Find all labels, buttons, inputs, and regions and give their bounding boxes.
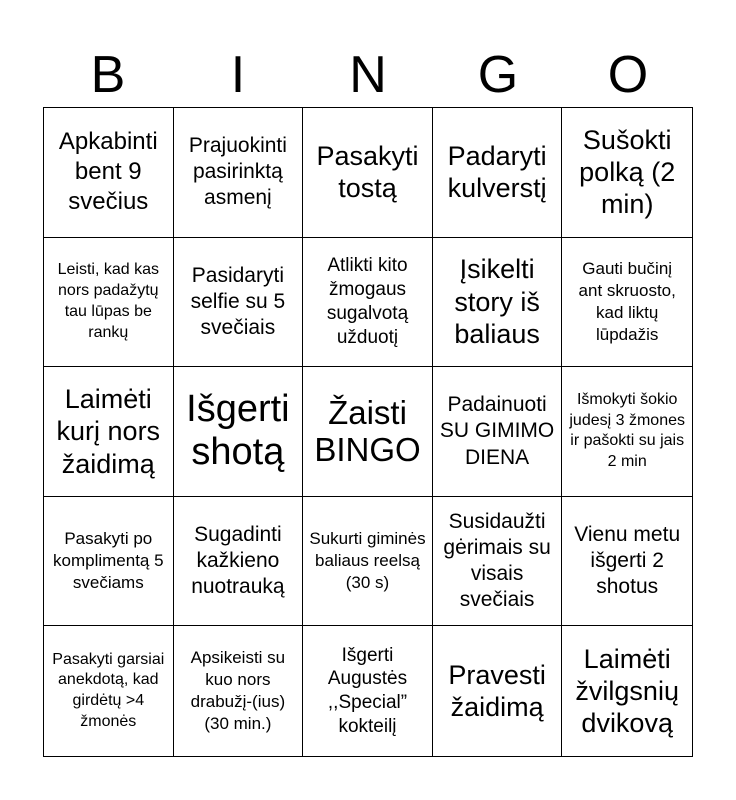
header-letter-g: G: [477, 46, 519, 104]
cell-text: Gauti bučinį ant skruosto, kad liktų lūpdažis: [578, 258, 676, 344]
bingo-cell: [44, 108, 174, 238]
cell-text: Išgerti shotą: [186, 387, 290, 474]
bingo-cell: [433, 108, 563, 238]
cell-text: Atlikti kito žmogaus sugalvotą užduotį: [326, 255, 409, 348]
bingo-cell: [562, 108, 692, 238]
bingo-cell: [174, 108, 304, 238]
bingo-cell: [174, 497, 304, 627]
cell-text: Prajuokinti pasirinktą asmenį: [188, 133, 287, 210]
bingo-cell: [433, 626, 563, 756]
bingo-cell: [303, 367, 433, 497]
cell-text: Leisti, kad kas nors padažytų tau lūpas be rankų: [57, 261, 159, 341]
cell-text: Pasakyti tostą: [316, 140, 419, 204]
bingo-cell: [44, 497, 174, 627]
cell-text: Vienu metu išgerti 2 shotus: [574, 522, 681, 599]
bingo-header: [43, 44, 693, 106]
header-letter-b: B: [90, 46, 126, 104]
bingo-cell: [303, 626, 433, 756]
bingo-cell: [303, 497, 433, 627]
bingo-cell: [562, 626, 692, 756]
bingo-cell: [44, 238, 174, 368]
cell-text: Laimėti žvilgsnių dvikovą: [575, 643, 679, 739]
cell-text: Išgerti Augustės ,,Special” kokteilį: [327, 644, 408, 737]
bingo-board: [43, 107, 693, 757]
cell-text: Laimėti kurį nors žaidimą: [56, 383, 161, 479]
cell-text: Sušokti polką (2 min): [579, 124, 676, 220]
cell-text: Pravesti žaidimą: [448, 659, 546, 723]
cell-text: Pasakyti po komplimentą 5 svečiams: [53, 528, 164, 593]
cell-text: Padainuoti SU GIMIMO DIENA: [439, 393, 555, 469]
bingo-cell: [174, 367, 304, 497]
cell-text: Pasakyti garsiai anekdotą, kad girdėtų >4 žmonės: [52, 650, 165, 730]
header-letter-i: I: [230, 46, 246, 104]
bingo-cell: [433, 238, 563, 368]
header-letter-o: O: [607, 46, 649, 104]
bingo-cell: [44, 626, 174, 756]
bingo-cell: [174, 238, 304, 368]
cell-text: Žaisti BINGO: [314, 393, 421, 469]
bingo-cell: [44, 367, 174, 497]
cell-text: Sukurti giminės baliaus reelsą (30 s): [309, 528, 426, 593]
bingo-cell: [562, 367, 692, 497]
bingo-cell: [562, 497, 692, 627]
bingo-cell: [562, 238, 692, 368]
bingo-cell: [174, 626, 304, 756]
cell-text: Išmokyti šokio judesį 3 žmones ir pašokti su jais 2 min: [569, 390, 685, 471]
cell-text: Apsikeisti su kuo nors drabužį-(ius) (30 min.): [190, 648, 286, 734]
cell-text: Padaryti kulverstį: [447, 140, 547, 204]
bingo-cell: [303, 238, 433, 368]
cell-text: Susidaužti gėrimais su visais svečiais: [443, 509, 551, 612]
bingo-cell: [433, 367, 563, 497]
header-letter-n: N: [349, 46, 387, 104]
cell-text: Apkabinti bent 9 svečius: [58, 128, 158, 216]
bingo-cell: [303, 108, 433, 238]
cell-text: Sugadinti kažkieno nuotrauką: [191, 522, 285, 599]
cell-text: Pasidaryti selfie su 5 svečiais: [190, 263, 286, 340]
bingo-cell: [433, 497, 563, 627]
cell-text: Įsikelti story iš baliaus: [454, 254, 540, 350]
